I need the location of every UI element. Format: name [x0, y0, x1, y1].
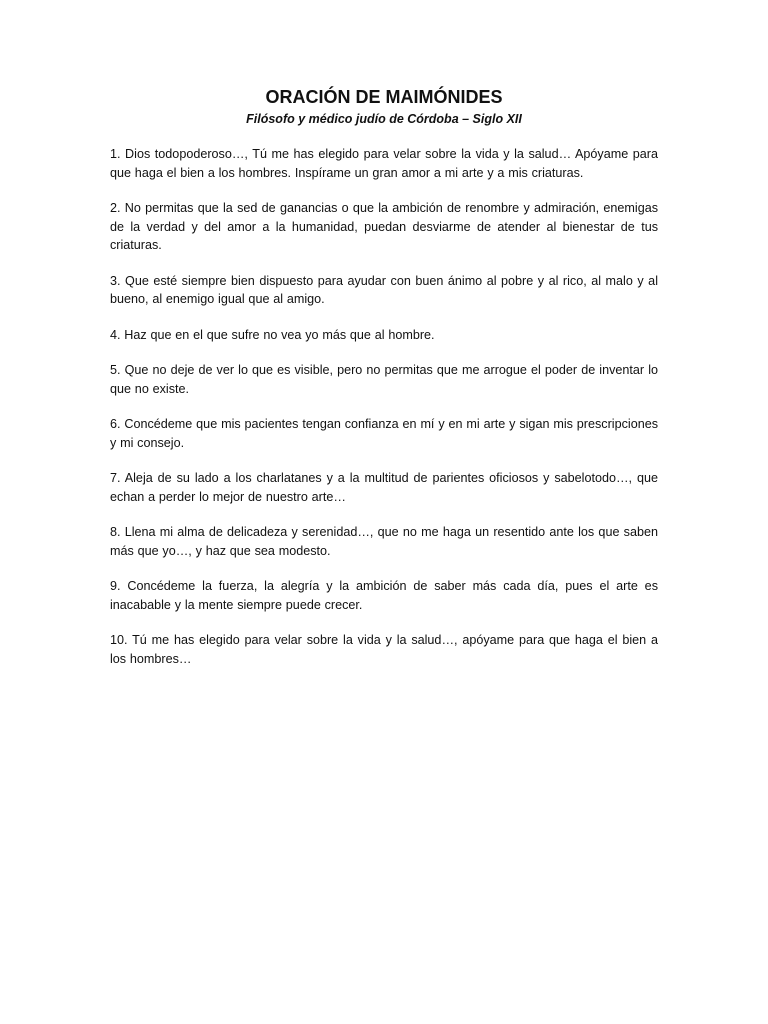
- prayer-item-2: 2. No permitas que la sed de ganancias o que la ambición de renombre y admiración, enemigas de la verdad y del amor a la humanidad, puedan desviarme de atender al bienestar de tus criaturas.: [110, 201, 658, 252]
- prayer-item-8: 8. Llena mi alma de delicadeza y serenidad…, que no me haga un resentido ante los que saben más que yo…, y haz que sea modesto.: [110, 525, 658, 558]
- prayer-item-4: 4. Haz que en el que sufre no vea yo más que al hombre.: [110, 327, 435, 342]
- prayer-item-7: 7. Aleja de su lado a los charlatanes y a la multitud de parientes oficiosos y sabelotodo…, que echan a perder lo mejor de nuestro arte…: [110, 471, 658, 504]
- prayer-item-5: 5. Que no deje de ver lo que es visible, pero no permitas que me arrogue el poder de inventar lo que no existe.: [110, 363, 658, 396]
- prayer-item-1: 1. Dios todopoderoso…, Tú me has elegido para velar sobre la vida y la salud… Apóyame para que haga el bien a los hombres. Inspírame un gran amor a mi arte y a mis criaturas.: [110, 147, 658, 180]
- prayer-item-6: 6. Concédeme que mis pacientes tengan confianza en mí y en mi arte y sigan mis prescripciones y mi consejo.: [110, 417, 658, 450]
- prayer-item-3: 3. Que esté siempre bien dispuesto para ayudar con buen ánimo al pobre y al rico, al malo y al bueno, al enemigo igual que al amigo.: [110, 273, 658, 306]
- prayer-item-10: 10. Tú me has elegido para velar sobre la vida y la salud…, apóyame para que haga el bien a los hombres…: [110, 633, 658, 666]
- document-title: ORACIÓN DE MAIMÓNIDES: [265, 87, 503, 107]
- document-page: [110, 86, 658, 685]
- prayer-item-9: 9. Concédeme la fuerza, la alegría y la ambición de saber más cada día, pues el arte es inacabable y la mente siempre puede crecer.: [110, 579, 658, 612]
- prayer-list: [110, 145, 658, 668]
- document-subtitle: Filósofo y médico judío de Córdoba – Siglo XII: [246, 112, 522, 126]
